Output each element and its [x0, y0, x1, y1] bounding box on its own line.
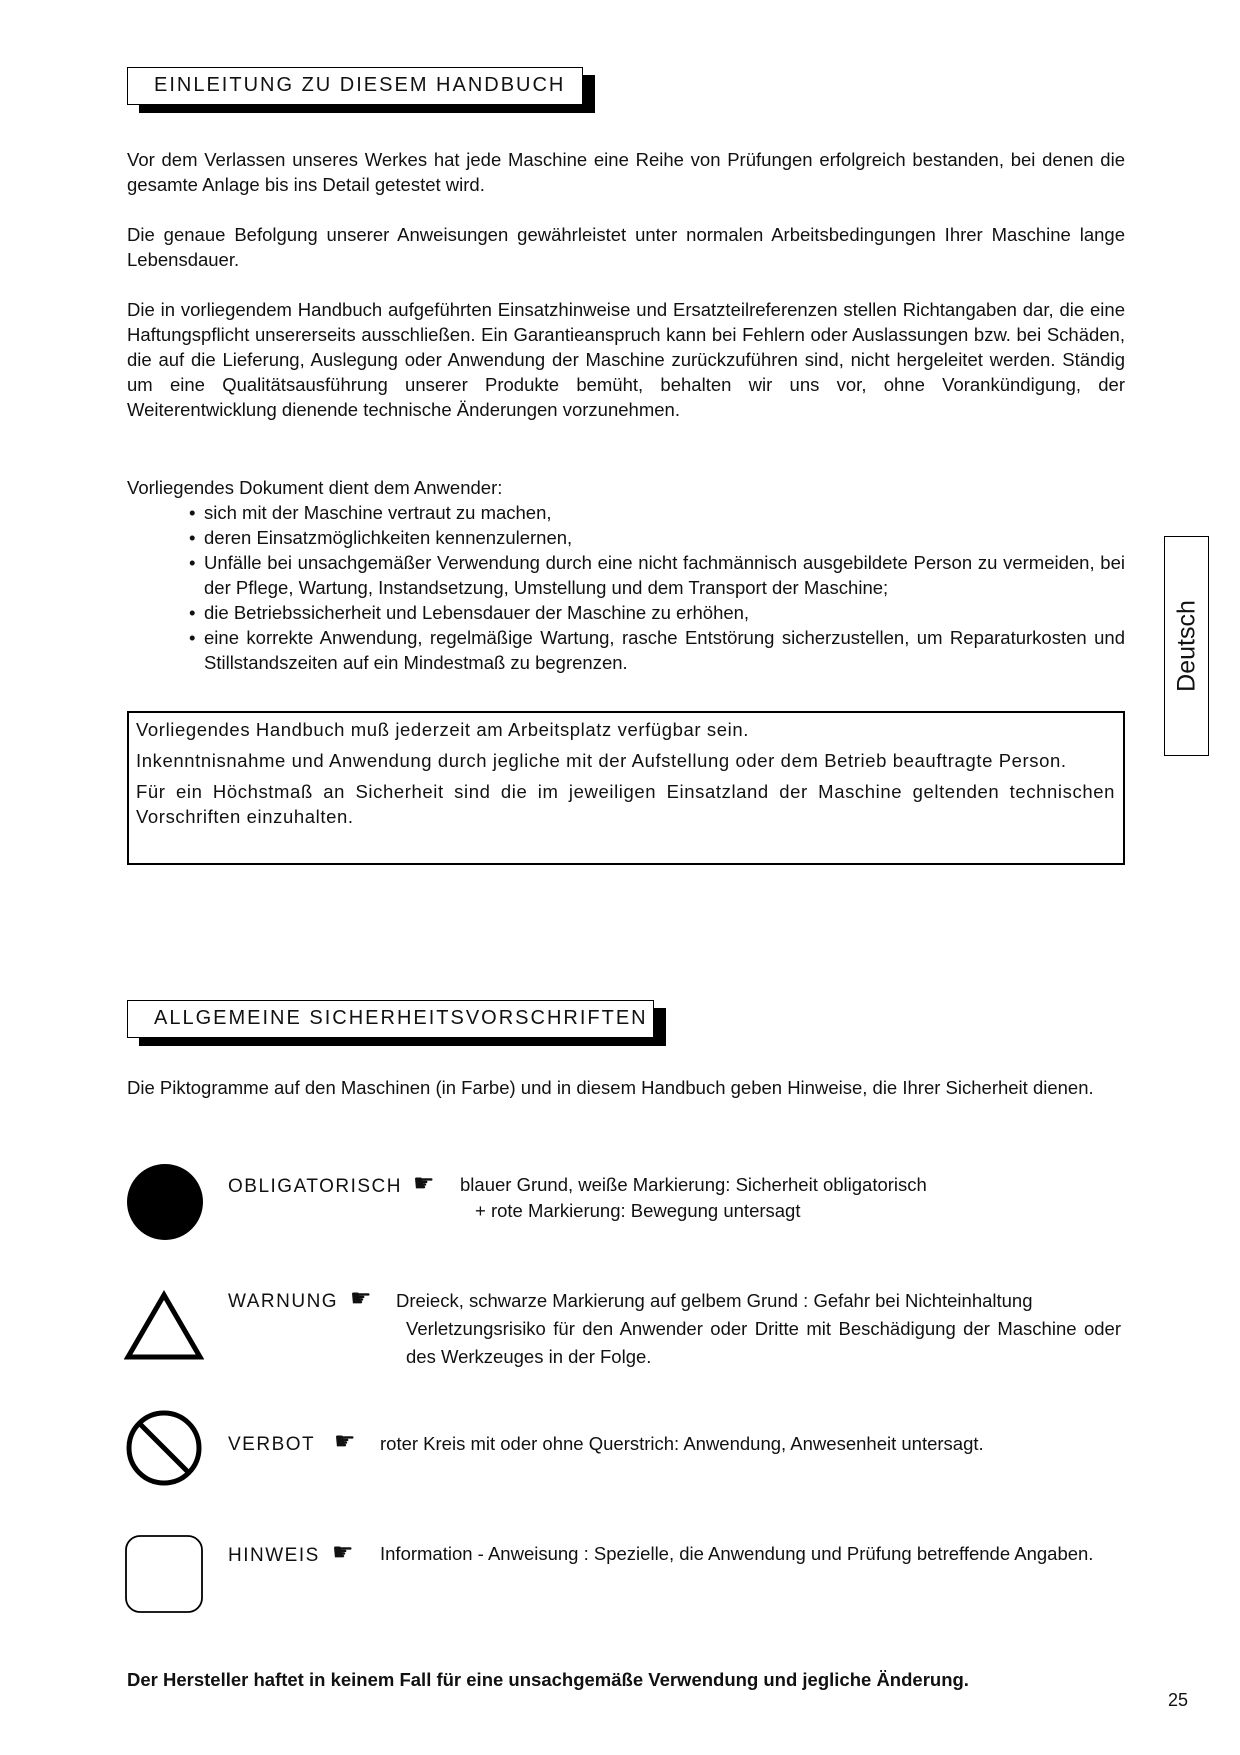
language-side-tab: [1164, 536, 1209, 756]
description-line: Dreieck, schwarze Markierung auf gelbem Grund : Gefahr bei Nichteinhaltung: [396, 1290, 1033, 1311]
list-item: • eine korrekte Anwendung, regelmäßige Wartung, rasche Entstörung sicherzustellen, um Reparaturkosten und Stillstandszeiten auf ein Mindestmaß zu begrenzen.: [127, 625, 1125, 675]
safety-intro-paragraph: Die Piktogramme auf den Maschinen (in Farbe) und in diesem Handbuch geben Hinweise, die Ihrer Sicherheit dienen.: [127, 1077, 1094, 1098]
prohibition-icon: [124, 1408, 204, 1488]
filled-circle-icon: [125, 1162, 205, 1242]
symbol-label-obligatory: OBLIGATORISCH: [228, 1176, 402, 1197]
description-line: blauer Grund, weiße Markierung: Sicherheit obligatorisch: [460, 1174, 927, 1195]
symbol-label-prohibition: VERBOT: [228, 1434, 316, 1455]
list-item: • deren Einsatzmöglichkeiten kennenzulernen,: [127, 525, 1125, 550]
pointing-hand-icon: ☛: [350, 1285, 372, 1312]
warning-triangle-icon: [124, 1290, 204, 1362]
intro-paragraph-3: Die in vorliegendem Handbuch aufgeführten Einsatzhinweise und Ersatzteilreferenzen stellen Richtangaben dar, die eine Haftungspflicht unsererseits ausschließen. Ein Garantieanspruch kann bei Fehlern oder Auslassungen bzw. bei Schäden, die auf die Lieferung, Auslegung oder Anwendung der Maschine zurückzuführen sind, nicht hergeleitet werden. Ständig um eine Qualitätsausführung unserer Produkte bemüht, behalten wir uns vor, ohne Vorankündigung, der Weiterentwicklung dienende technische Änderungen vorzunehmen.: [127, 299, 1125, 420]
description-line: + rote Markierung: Bewegung untersagt: [475, 1200, 801, 1221]
symbol-description-note: [380, 1541, 1124, 1567]
description-line: Information - Anweisung : Spezielle, die Anwendung und Prüfung betreffende Angaben.: [380, 1543, 1094, 1564]
intro-paragraph-4: Vorliegendes Dokument dient dem Anwender:: [127, 477, 503, 498]
symbol-label-note: HINWEIS: [228, 1545, 320, 1566]
pointing-hand-icon: ☛: [334, 1428, 356, 1455]
list-item: • die Betriebssicherheit und Lebensdauer der Maschine zu erhöhen,: [127, 600, 1125, 625]
page-number: 25: [1168, 1690, 1189, 1710]
language-label: Deutsch: [1172, 600, 1200, 692]
purpose-list: [127, 500, 1125, 675]
intro-paragraph-2: Die genaue Befolgung unserer Anweisungen gewährleistet unter normalen Arbeitsbedingungen Ihrer Maschine lange Lebensdauer.: [127, 224, 1125, 270]
description-line: Verletzungsrisiko für den Anwender oder Dritte mit Beschädigung der Maschine oder des Werkzeuges in der Folge.: [406, 1318, 1121, 1367]
notice-box: [127, 711, 1125, 865]
description-line: roter Kreis mit oder ohne Querstrich: Anwendung, Anwesenheit untersagt.: [380, 1433, 984, 1454]
notice-line-2: Inkenntnisnahme und Anwendung durch jegliche mit der Aufstellung oder dem Betrieb beauftragte Person.: [136, 750, 1067, 771]
symbol-label-warning: WARNUNG: [228, 1291, 339, 1312]
pointing-hand-icon: ☛: [413, 1170, 435, 1197]
symbol-description-prohibition: [380, 1430, 1125, 1458]
pointing-hand-icon: ☛: [332, 1539, 354, 1566]
section-heading-introduction: EINLEITUNG ZU DIESEM HANDBUCH: [127, 67, 583, 105]
liability-statement: Der Hersteller haftet in keinem Fall für eine unsachgemäße Verwendung und jegliche Änderung.: [127, 1669, 969, 1690]
intro-paragraph-1: Vor dem Verlassen unseres Werkes hat jede Maschine eine Reihe von Prüfungen erfolgreich bestanden, bei denen die gesamte Anlage bis ins Detail getestet wird.: [127, 149, 1125, 195]
list-item: • sich mit der Maschine vertraut zu machen,: [127, 500, 1125, 525]
symbol-description-obligatory: [460, 1172, 1080, 1224]
notice-line-1: Vorliegendes Handbuch muß jederzeit am Arbeitsplatz verfügbar sein.: [136, 719, 749, 740]
section-heading-safety: ALLGEMEINE SICHERHEITSVORSCHRIFTEN: [127, 1000, 654, 1038]
list-item: • Unfälle bei unsachgemäßer Verwendung durch eine nicht fachmännisch ausgebildete Person zu vermeiden, bei der Pflege, Wartung, Instandsetzung, Umstellung und dem Transport der Maschine;: [127, 550, 1125, 600]
rounded-square-icon: [124, 1534, 204, 1614]
notice-line-3: Für ein Höchstmaß an Sicherheit sind die im jeweiligen Einsatzland der Maschine geltenden technischen Vorschriften einzuhalten.: [136, 781, 1115, 827]
symbol-description-warning: [396, 1287, 1121, 1371]
